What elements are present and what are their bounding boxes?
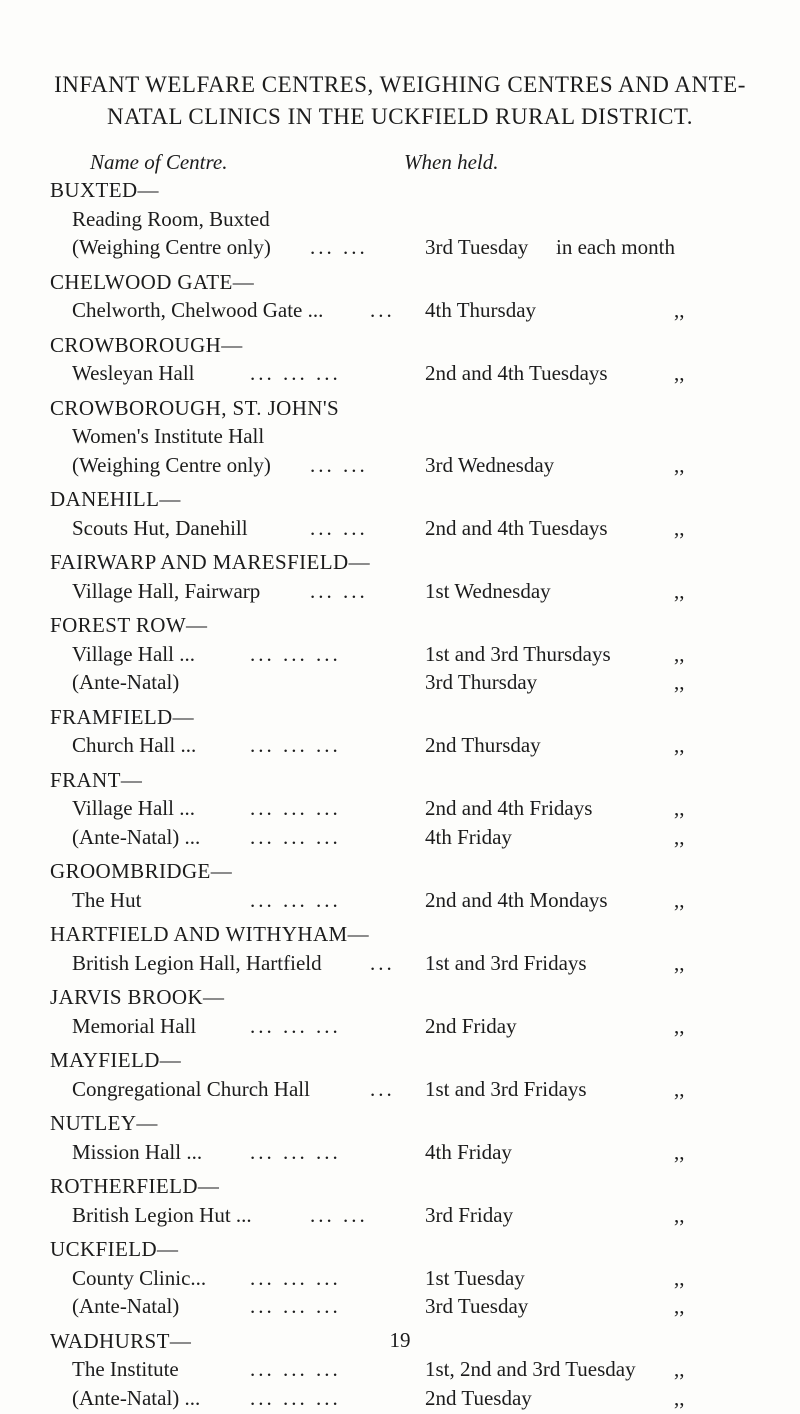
when-held: 1st and 3rd Fridays <box>425 1076 587 1101</box>
centre-row <box>0 888 800 916</box>
venue-name: Village Hall ... <box>72 641 195 666</box>
ditto-mark: ,, <box>674 1385 685 1410</box>
centre-row <box>0 1077 800 1105</box>
venue-name: (Ante-Natal) <box>72 670 180 694</box>
ditto-mark: ,, <box>674 670 685 694</box>
venue-name: Village Hall, Fairwarp <box>72 578 261 603</box>
leader-dots: ... ... ... <box>250 1139 341 1164</box>
when-held: 2nd and 4th Mondays <box>425 887 608 912</box>
when-held: 2nd and 4th Tuesdays <box>425 361 608 385</box>
venue-name: Women's Institute Hall <box>72 424 265 448</box>
centre-row <box>0 796 800 824</box>
leader-dots: ... ... ... <box>250 1265 341 1290</box>
centre-group-heading: WADHURST— <box>50 1328 192 1353</box>
ditto-mark: ,, <box>674 796 685 820</box>
centre-group-heading: HARTFIELD AND WITHYHAM— <box>50 922 370 946</box>
when-held: 4th Friday <box>425 1139 512 1164</box>
venue-name: (Weighing Centre only) <box>72 235 271 259</box>
when-held: 2nd and 4th Tuesdays <box>425 515 608 540</box>
when-held: 3rd Wednesday <box>425 452 555 477</box>
centre-row <box>0 424 800 452</box>
centre-group-heading: FAIRWARP AND MARESFIELD— <box>50 550 370 574</box>
ditto-mark: ,, <box>674 887 685 912</box>
centre-group-heading: UCKFIELD— <box>50 1237 179 1261</box>
ditto-mark: ,, <box>674 641 685 666</box>
venue-name: Memorial Hall <box>72 1013 197 1038</box>
frequency-note: in each month <box>556 235 675 259</box>
centre-group-heading: NUTLEY— <box>50 1111 158 1135</box>
column-header-when: When held. <box>404 150 499 174</box>
leader-dots: ... <box>370 298 395 322</box>
leader-dots: ... ... ... <box>250 824 341 849</box>
centre-row <box>0 235 800 263</box>
venue-name: Mission Hall ... <box>72 1139 203 1164</box>
centre-row <box>0 516 800 544</box>
venue-name: County Clinic... <box>72 1265 207 1290</box>
centre-row <box>0 1386 800 1414</box>
ditto-mark: ,, <box>674 1265 685 1290</box>
centre-group-heading: CHELWOOD GATE— <box>50 269 255 294</box>
venue-name: Village Hall ... <box>72 796 195 820</box>
when-held: 2nd Tuesday <box>425 1385 532 1410</box>
when-held: 2nd Friday <box>425 1013 517 1038</box>
leader-dots: ... ... ... <box>250 887 341 912</box>
centre-group-heading: CROWBOROUGH— <box>50 332 243 357</box>
venue-name: (Weighing Centre only) <box>72 452 271 477</box>
leader-dots: ... <box>370 1076 395 1101</box>
centre-row <box>0 579 800 607</box>
centre-row <box>0 733 800 761</box>
leader-dots: ... ... <box>310 1202 368 1227</box>
leader-dots: ... ... ... <box>250 1294 341 1318</box>
page-number: 19 <box>389 1328 411 1352</box>
centre-row <box>0 825 800 853</box>
ditto-mark: ,, <box>674 298 685 322</box>
page-title-line-2: NATAL CLINICS IN THE UCKFIELD RURAL DISTRICT. <box>106 104 694 129</box>
venue-name: The Hut <box>72 887 142 912</box>
when-held: 4th Thursday <box>425 298 537 322</box>
leader-dots: ... ... ... <box>250 641 341 666</box>
centre-row <box>0 1357 800 1385</box>
ditto-mark: ,, <box>674 515 685 540</box>
when-held: 1st, 2nd and 3rd Tuesday <box>425 1357 636 1381</box>
leader-dots: ... ... ... <box>250 733 341 757</box>
when-held: 3rd Tuesday <box>425 1294 529 1318</box>
centre-group-heading: JARVIS BROOK— <box>50 985 225 1009</box>
ditto-mark: ,, <box>674 452 685 477</box>
venue-name: British Legion Hut ... <box>72 1202 252 1227</box>
centre-group-heading: CROWBOROUGH, ST. JOHN'S <box>50 395 340 420</box>
ditto-mark: ,, <box>674 1013 685 1038</box>
when-held: 4th Friday <box>425 824 512 849</box>
centre-row <box>0 642 800 670</box>
column-header-name: Name of Centre. <box>90 150 228 174</box>
leader-dots: ... ... <box>310 515 368 540</box>
when-held: 1st and 3rd Fridays <box>425 950 587 975</box>
ditto-mark: ,, <box>674 1202 685 1227</box>
leader-dots: ... ... ... <box>250 1013 341 1038</box>
centre-row <box>0 670 800 698</box>
venue-name: British Legion Hall, Hartfield <box>72 950 322 975</box>
venue-name: Reading Room, Buxted <box>72 206 270 231</box>
when-held: 2nd and 4th Fridays <box>425 796 593 820</box>
leader-dots: ... ... ... <box>250 1385 341 1410</box>
ditto-mark: ,, <box>674 824 685 849</box>
leader-dots: ... ... <box>310 452 368 477</box>
leader-dots: ... ... ... <box>250 1357 341 1381</box>
leader-dots: ... ... <box>310 235 368 259</box>
leader-dots: ... ... ... <box>250 796 341 820</box>
ditto-mark: ,, <box>674 1139 685 1164</box>
leader-dots: ... <box>370 950 395 975</box>
when-held: 1st Wednesday <box>425 578 551 603</box>
venue-name: (Ante-Natal) <box>72 1294 180 1318</box>
centre-row <box>0 207 800 235</box>
when-held: 1st and 3rd Thursdays <box>425 641 611 666</box>
when-held: 3rd Thursday <box>425 670 538 694</box>
venue-name: Scouts Hut, Danehill <box>72 515 248 540</box>
centre-row <box>0 1014 800 1042</box>
centre-row <box>0 361 800 389</box>
centre-row <box>0 1294 800 1322</box>
leader-dots: ... ... ... <box>250 361 341 385</box>
ditto-mark: ,, <box>674 578 685 603</box>
ditto-mark: ,, <box>674 950 685 975</box>
centre-group-heading: MAYFIELD— <box>50 1048 182 1072</box>
centre-row <box>0 453 800 481</box>
venue-name: (Ante-Natal) ... <box>72 824 201 849</box>
centre-row <box>0 298 800 326</box>
centre-row <box>0 1140 800 1168</box>
venue-name: Congregational Church Hall <box>72 1076 310 1101</box>
centre-group-heading: GROOMBRIDGE— <box>50 859 233 883</box>
venue-name: Wesleyan Hall <box>72 361 195 385</box>
when-held: 3rd Tuesday <box>425 235 529 259</box>
when-held: 1st Tuesday <box>425 1265 525 1290</box>
centre-group-heading: FOREST ROW— <box>50 613 208 637</box>
venue-name: The Institute <box>72 1357 179 1381</box>
centre-group-heading: FRAMFIELD— <box>50 704 195 729</box>
centre-row <box>0 951 800 979</box>
page-title-line-1: INFANT WELFARE CENTRES, WEIGHING CENTRES AND ANTE- <box>54 72 746 97</box>
venue-name: Chelworth, Chelwood Gate ... <box>72 298 324 322</box>
centre-group-heading: ROTHERFIELD— <box>50 1174 220 1198</box>
ditto-mark: ,, <box>674 361 685 385</box>
venue-name: (Ante-Natal) ... <box>72 1385 201 1410</box>
leader-dots: ... ... <box>310 578 368 603</box>
centre-group-heading: DANEHILL— <box>50 487 181 511</box>
ditto-mark: ,, <box>674 1076 685 1101</box>
ditto-mark: ,, <box>674 1357 685 1381</box>
centre-group-heading: FRANT— <box>50 767 143 792</box>
centre-row <box>0 1266 800 1294</box>
when-held: 3rd Friday <box>425 1202 514 1227</box>
centre-row <box>0 1203 800 1231</box>
ditto-mark: ,, <box>674 733 685 757</box>
when-held: 2nd Thursday <box>425 733 541 757</box>
centre-group-heading: BUXTED— <box>50 178 159 202</box>
ditto-mark: ,, <box>674 1294 685 1318</box>
venue-name: Church Hall ... <box>72 733 197 757</box>
